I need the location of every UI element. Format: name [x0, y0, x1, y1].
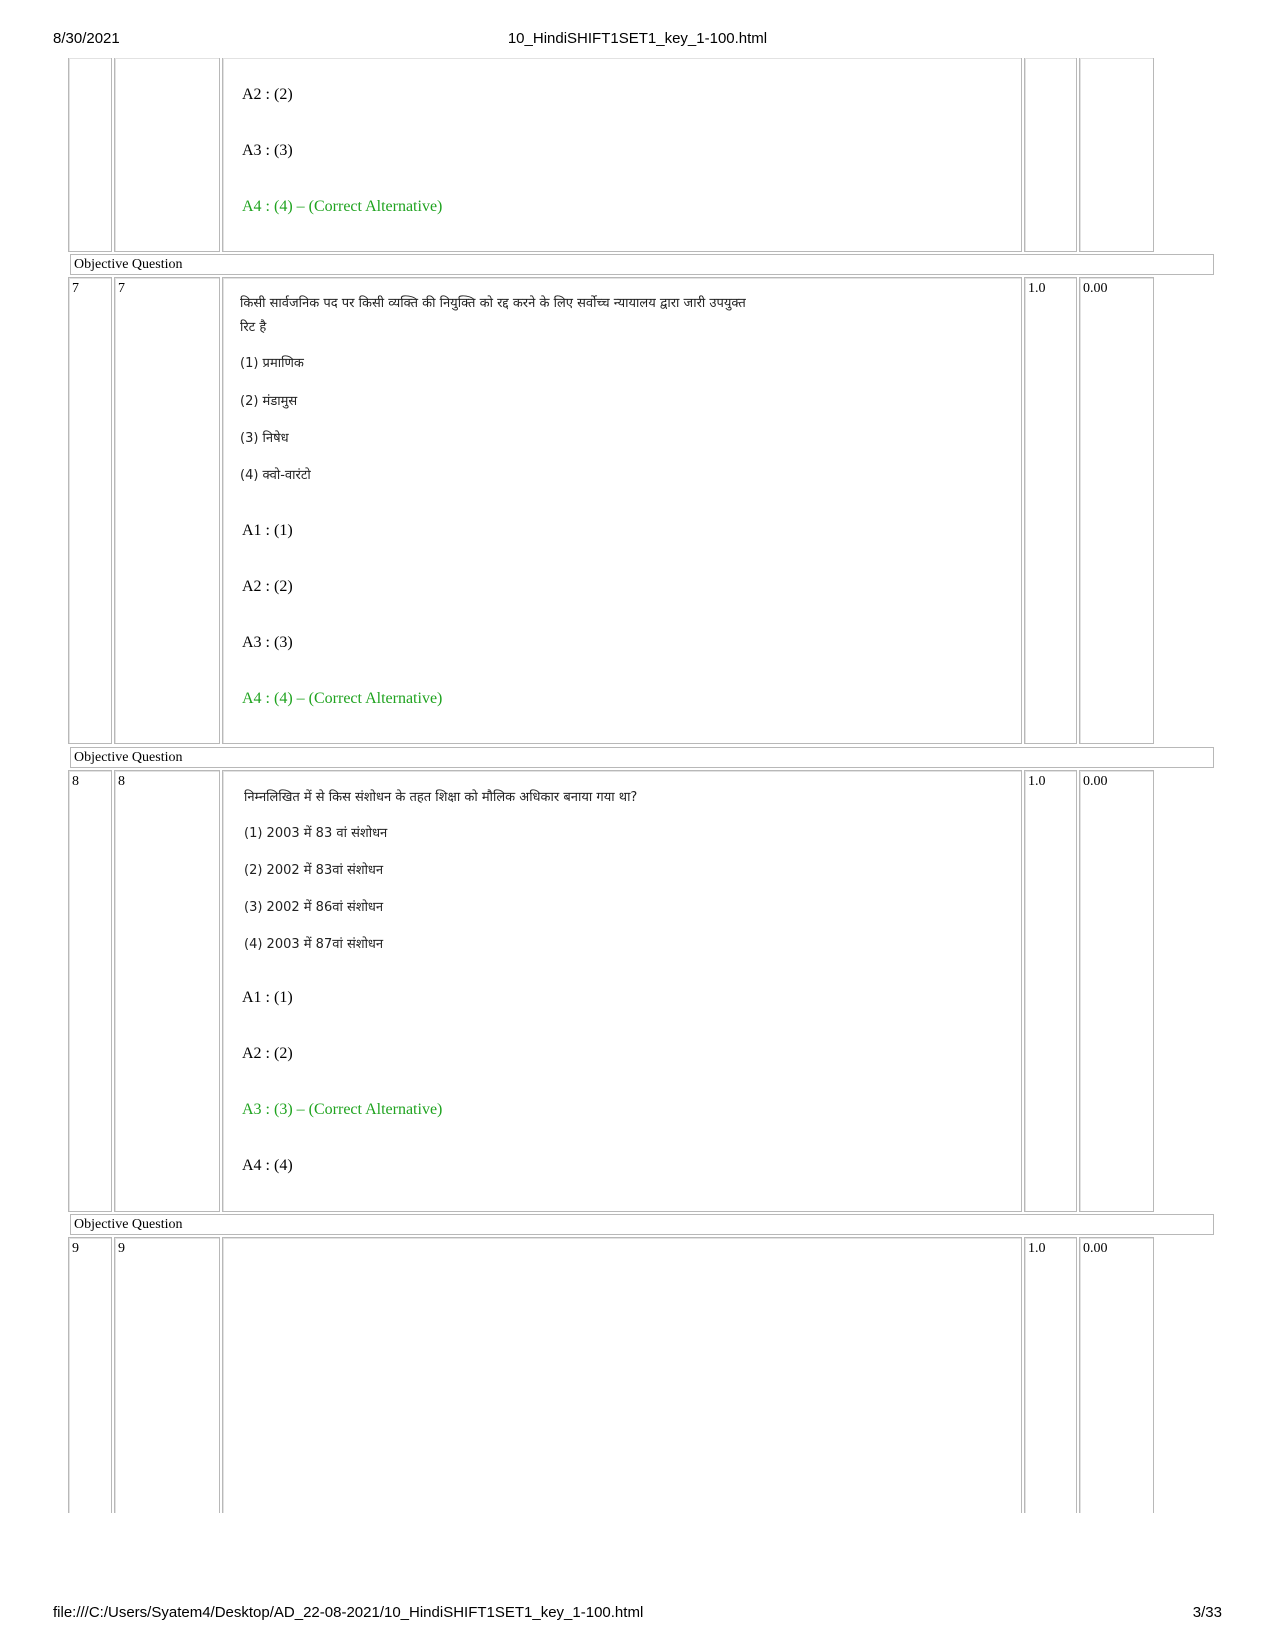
q9-marks-cell	[1024, 1237, 1077, 1513]
print-header	[0, 30, 1275, 54]
q8-sno-cell	[68, 770, 112, 1212]
prev-answer-3: A3 : (3)	[242, 142, 293, 159]
q8-sno: 8	[72, 774, 79, 789]
q8-option-4: (4) 2003 में 87वां संशोधन	[244, 937, 384, 952]
q9-question-cell	[222, 1237, 1022, 1513]
q7-marks-cell	[1024, 277, 1077, 744]
section-label-q7: Objective Question	[70, 254, 1214, 275]
q7-question-text-line1: किसी सार्वजनिक पद पर किसी व्यक्ति की नियुक्ति को रद्द करने के लिए सर्वोच्च न्यायालय द्वारा जारी उपयुक्त	[240, 296, 746, 311]
q7-qid-cell	[114, 277, 220, 744]
print-date: 8/30/2021	[53, 30, 120, 47]
q8-qid-cell	[114, 770, 220, 1212]
q7-negative-cell	[1079, 277, 1154, 744]
q9-qid-cell	[114, 1237, 220, 1513]
q8-qid: 8	[118, 774, 125, 789]
prev-negative-cell	[1079, 58, 1154, 252]
q8-answer-4: A4 : (4)	[242, 1157, 293, 1174]
q9-marks: 1.0	[1028, 1241, 1046, 1256]
q8-answer-2: A2 : (2)	[242, 1045, 293, 1062]
q7-sno: 7	[72, 281, 79, 296]
q8-answer-1: A1 : (1)	[242, 989, 293, 1006]
q8-negative-cell	[1079, 770, 1154, 1212]
q7-question-text-line2: रिट है	[240, 320, 267, 335]
document-title: 10_HindiSHIFT1SET1_key_1-100.html	[507, 30, 768, 47]
q7-qid: 7	[118, 281, 125, 296]
q7-sno-cell	[68, 277, 112, 744]
q8-marks: 1.0	[1028, 774, 1046, 789]
q7-option-1: (1) प्रमाणिक	[240, 356, 304, 371]
q7-option-3: (3) निषेध	[240, 431, 289, 446]
q7-answer-2: A2 : (2)	[242, 578, 293, 595]
file-url: file:///C:/Users/Syatem4/Desktop/AD_22-08-2021/10_HindiSHIFT1SET1_key_1-100.html	[53, 1604, 644, 1621]
q8-option-1: (1) 2003 में 83 वां संशोधन	[244, 826, 388, 841]
section-label-q8: Objective Question	[70, 747, 1214, 768]
q7-answer-1: A1 : (1)	[242, 522, 293, 539]
q7-negative: 0.00	[1083, 281, 1108, 296]
prev-marks-cell	[1024, 58, 1077, 252]
prev-answer-4-correct: A4 : (4) – (Correct Alternative)	[242, 198, 443, 215]
q9-negative-cell	[1079, 1237, 1154, 1513]
q8-answer-3-correct: A3 : (3) – (Correct Alternative)	[242, 1101, 443, 1118]
prev-qid-cell	[114, 58, 220, 252]
prev-answer-2: A2 : (2)	[242, 86, 293, 103]
q7-option-4: (4) क्वो-वारंटो	[240, 468, 311, 483]
section-label-q9: Objective Question	[70, 1214, 1214, 1235]
q9-negative: 0.00	[1083, 1241, 1108, 1256]
q9-sno: 9	[72, 1241, 79, 1256]
q8-negative: 0.00	[1083, 774, 1108, 789]
q9-sno-cell	[68, 1237, 112, 1513]
q8-option-2: (2) 2002 में 83वां संशोधन	[244, 863, 384, 878]
q7-question-cell	[222, 277, 1022, 744]
q7-marks: 1.0	[1028, 281, 1046, 296]
q9-qid: 9	[118, 1241, 125, 1256]
q8-marks-cell	[1024, 770, 1077, 1212]
q8-option-3: (3) 2002 में 86वां संशोधन	[244, 900, 384, 915]
prev-question-cell	[222, 58, 1022, 252]
q7-answer-3: A3 : (3)	[242, 634, 293, 651]
prev-sno-cell	[68, 58, 112, 252]
q7-answer-4-correct: A4 : (4) – (Correct Alternative)	[242, 690, 443, 707]
page-number: 3/33	[1192, 1604, 1222, 1621]
q7-option-2: (2) मंडामुस	[240, 394, 298, 409]
q8-question-text: निम्नलिखित में से किस संशोधन के तहत शिक्षा को मौलिक अधिकार बनाया गया था?	[244, 790, 638, 805]
